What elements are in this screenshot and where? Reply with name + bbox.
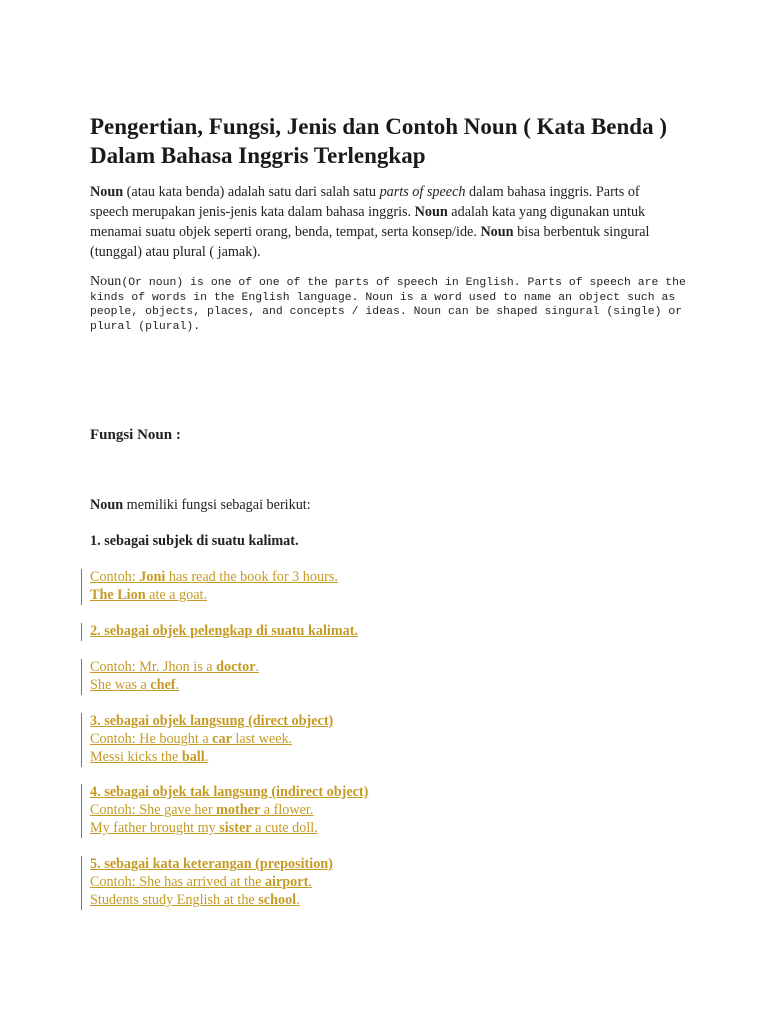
text-run: memiliki fungsi sebagai berikut: xyxy=(123,497,311,513)
text-run: a flower. xyxy=(260,802,314,818)
page-title: Pengertian, Fungsi, Jenis dan Contoh Noun ( Kata Benda ) Dalam Bahasa Inggris Terlengkap xyxy=(90,114,667,168)
text-run: Students study English at the xyxy=(90,892,259,908)
key-noun: sister xyxy=(219,820,252,836)
text-run: dalam bahasa inggris. Parts of speech merupakan jenis-jenis kata dalam bahasa inggris. xyxy=(90,184,640,220)
key-noun: Joni xyxy=(139,569,166,585)
term-noun: Noun xyxy=(90,184,124,200)
key-noun: ball xyxy=(181,749,205,765)
text-run: has read the book for 3 hours. xyxy=(165,569,338,585)
term-parts-of-speech: parts of speech xyxy=(379,184,466,200)
text-run: Messi kicks the xyxy=(90,749,182,765)
quote-bar xyxy=(81,623,82,641)
example-line[interactable] xyxy=(90,676,259,694)
text-run: . xyxy=(255,659,260,675)
text-run: Contoh: She gave her xyxy=(90,802,217,818)
example-line[interactable] xyxy=(90,873,333,891)
quote-bar xyxy=(81,659,82,695)
quote-bar xyxy=(81,856,82,910)
example-line[interactable] xyxy=(90,586,338,604)
example-line[interactable] xyxy=(90,801,368,819)
example-line[interactable] xyxy=(90,568,338,586)
text-run: . xyxy=(308,874,312,890)
example-line[interactable] xyxy=(90,891,333,909)
term-noun: Noun xyxy=(90,274,122,289)
text-run: Contoh: Mr. Jhon is a xyxy=(90,659,217,675)
point-3-block xyxy=(90,712,333,766)
point-2-block xyxy=(90,622,358,640)
text-run: . xyxy=(175,677,180,693)
text-run: Contoh: She has arrived at the xyxy=(90,874,265,890)
example-block-2 xyxy=(90,658,259,694)
point-1: 1. sebagai subjek di suatu kalimat. xyxy=(90,533,299,549)
example-line[interactable] xyxy=(90,819,368,837)
example-block-1 xyxy=(90,568,338,604)
quote-bar xyxy=(81,784,82,838)
point-5[interactable]: 5. sebagai kata keterangan (preposition) xyxy=(90,856,333,872)
example-line[interactable] xyxy=(90,730,333,748)
text-run: . xyxy=(204,749,209,765)
quote-bar xyxy=(81,713,82,767)
point-4[interactable]: 4. sebagai objek tak langsung (indirect object) xyxy=(90,784,369,800)
english-translation-text: (Or noun) is one of one of the parts of speech in English. Parts of speech are the kinds of words in the English language. Noun is a word used to name an object such as people, objects, places, and concepts / ideas. Noun can be shaped singural (single) or plural (plural). xyxy=(90,277,686,333)
paragraph-indonesian xyxy=(90,182,662,262)
example-line[interactable] xyxy=(90,658,259,676)
point-3[interactable]: 3. sebagai objek langsung (direct object) xyxy=(90,713,334,729)
key-noun: mother xyxy=(216,802,261,818)
text-run: a cute doll. xyxy=(251,820,318,836)
text-run: . xyxy=(296,892,300,908)
point-2[interactable]: 2. sebagai objek pelengkap di suatu kalimat. xyxy=(90,623,359,639)
term-noun: Noun xyxy=(480,224,514,240)
key-noun: The Lion xyxy=(90,587,146,603)
text-run: My father brought my xyxy=(90,820,220,836)
text-run: last week. xyxy=(231,731,293,747)
example-line[interactable] xyxy=(90,748,333,766)
text-run: (atau kata benda) adalah satu dari salah satu xyxy=(123,184,380,200)
key-noun: chef xyxy=(150,677,176,693)
text-run: She was a xyxy=(90,677,151,693)
key-noun: car xyxy=(212,731,232,747)
fungsi-heading: Fungsi Noun : xyxy=(90,427,181,443)
paragraph-english xyxy=(90,275,690,334)
point-4-block xyxy=(90,783,368,837)
quote-bar xyxy=(81,569,82,605)
key-noun: airport xyxy=(264,874,309,890)
point-5-block xyxy=(90,855,333,909)
text-run: Contoh: He bought a xyxy=(90,731,213,747)
term-noun: Noun xyxy=(414,204,448,220)
text-run: Contoh: xyxy=(90,569,140,585)
text-run: adalah kata yang digunakan untuk menamai suatu objek seperti orang, benda, tempat, serta konsep/ide. xyxy=(90,204,646,240)
text-run: bisa berbentuk singural (tunggal) atau plural ( jamak). xyxy=(90,224,650,260)
fungsi-intro xyxy=(90,497,311,514)
key-noun: doctor xyxy=(216,659,256,675)
key-noun: school xyxy=(258,892,297,908)
term-noun: Noun xyxy=(90,497,124,513)
text-run: ate a goat. xyxy=(145,587,208,603)
